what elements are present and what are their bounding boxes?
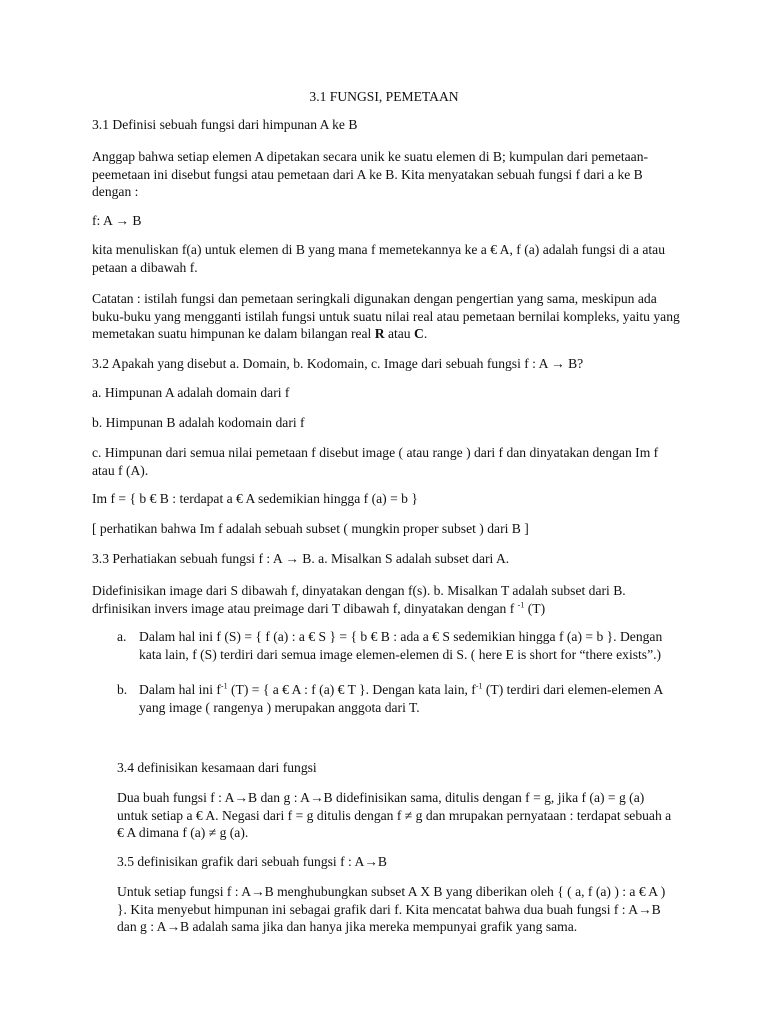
inverse-superscript-1: -1 [220, 681, 228, 691]
symbol-complex: C [414, 326, 424, 341]
section-3-4-heading: 3.4 definisikan kesamaan dari fungsi [117, 760, 317, 775]
section-3-1-explanation: kita menuliskan f(a) untuk elemen di B yang mana f memetekannya ke a € A, f (a) adalah fungsi di a atau petaan a dibawah f. [92, 242, 666, 275]
section-3-1-note [92, 290, 682, 343]
note-or: atau [384, 326, 415, 341]
item-a-text: Dalam hal ini f (S) = { f (a) : a € S } = { b € B : ada a € S sedemikian hingga f (a) = b }. Dengan kata lain, f (S) terdiri dari semua image elemen-elemen di S. ( here E is short for “there exists”.) [139, 629, 663, 662]
definition-text: Didefinisikan image dari S dibawah f, dinyatakan dengan f(s). b. Misalkan T adalah subset dari B. drfinisikan invers image atau preimage dari T dibawah f, dinyatakan dengan f [92, 583, 626, 616]
section-3-2-item-b: b. Himpunan B adalah kodomain dari f [92, 415, 305, 430]
page-title: 3.1 FUNGSI, PEMETAAN [309, 89, 459, 104]
section-3-3-item-a [117, 628, 669, 663]
section-3-1-heading: 3.1 Definisi sebuah fungsi dari himpunan A ke B [92, 117, 358, 132]
section-3-3-definition [92, 582, 682, 617]
list-marker-b: b. [117, 682, 128, 697]
note-text: Catatan : istilah fungsi dan pemetaan seringkali digunakan dengan pengertian yang sama, meskipun ada buku-buku yang mengganti istilah fungsi untuk suatu nilai real atau pemetaan bernilai kompleks, yaitu yang memetakan suatu himpunan ke dalam bilangan real [92, 291, 680, 341]
section-3-2-image-definition: Im f = { b € B : terdapat a € A sedemikian hingga f (a) = b } [92, 491, 418, 506]
inverse-superscript: -1 [517, 599, 525, 609]
section-3-3-item-b [117, 681, 669, 716]
section-3-2-item-c: c. Himpunan dari semua nilai pemetaan f disebut image ( atau range ) dari f dan dinyatakan dengan Im f atau f (A). [92, 445, 659, 478]
item-b-text-start: Dalam hal ini f [139, 682, 221, 697]
section-3-4-body: Dua buah fungsi f : A→B dan g : A→B didefinisikan sama, ditulis dengan f = g, jika f (a) = g (a) untuk setiap a € A. Negasi dari f = g ditulis dengan f ≠ g dan mrupakan pernyataan : terdapat sebuah a € A dimana f (a) ≠ g (a). [117, 790, 672, 840]
note-end: . [423, 326, 428, 341]
section-3-2-item-a: a. Himpunan A adalah domain dari f [92, 385, 290, 400]
symbol-real: R [374, 326, 385, 341]
section-3-2-note: [ perhatikan bahwa Im f adalah sebuah subset ( mungkin proper subset ) dari B ] [92, 521, 529, 536]
section-3-2-heading: 3.2 Apakah yang disebut a. Domain, b. Kodomain, c. Image dari sebuah fungsi f : A → B? [92, 356, 584, 371]
item-b-text-middle: (T) = { a € A : f (a) € T }. Dengan kata lain, f [227, 682, 476, 697]
section-3-1-notation: f: A → B [92, 213, 142, 228]
definition-end: (T) [524, 600, 546, 616]
item-b-text-end: (T) terdiri dari elemen-elemen A yang image ( rangenya ) merupakan anggota dari T. [139, 682, 663, 715]
list-marker-a: a. [117, 629, 127, 644]
section-3-5-heading: 3.5 definisikan grafik dari sebuah fungsi f : A→B [117, 854, 387, 869]
section-3-5-body: Untuk setiap fungsi f : A→B menghubungkan subset A X B yang diberikan oleh { ( a, f (a) ) : a € A ) }. Kita menyebut himpunan ini sebagai grafik dari f. Kita mencatat bahwa dua buah fungsi f : A→B dan g : A→B adalah sama jika dan hanya jika mereka mempunyai grafik yang sama. [117, 884, 666, 934]
section-3-3-heading: 3.3 Perhatiakan sebuah fungsi f : A → B. a. Misalkan S adalah subset dari A. [92, 551, 510, 566]
inverse-superscript-2: -1 [475, 681, 483, 691]
section-3-1-intro: Anggap bahwa setiap elemen A dipetakan secara unik ke suatu elemen di B; kumpulan dari pemetaan-peemetaan ini disebut fungsi atau pemetaan dari A ke B. Kita menyatakan sebuah fungsi f dari a ke B dengan : [92, 149, 649, 199]
